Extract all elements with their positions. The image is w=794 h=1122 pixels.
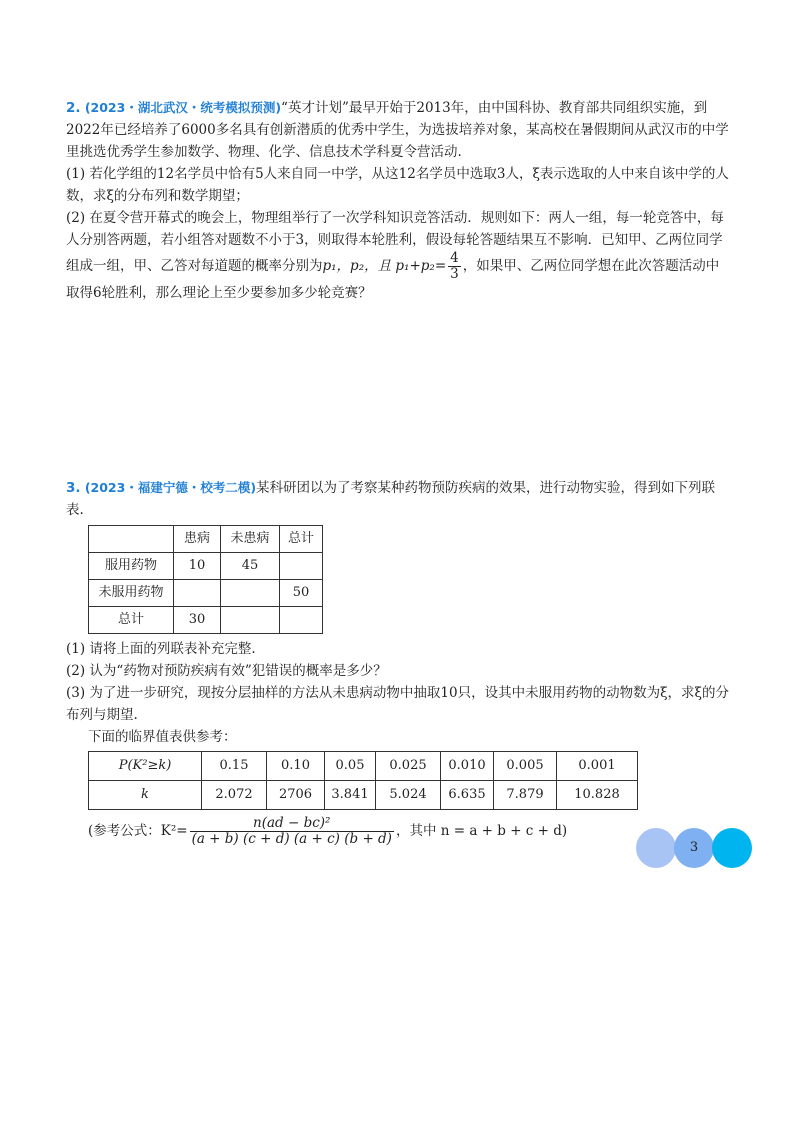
formula-numerator: n(ad − bc)² bbox=[190, 816, 394, 832]
problem-number: 3. bbox=[66, 480, 81, 496]
table-header-row bbox=[89, 526, 323, 553]
table-row-label: k bbox=[89, 781, 202, 810]
problem-2 bbox=[66, 97, 730, 304]
fraction bbox=[448, 251, 461, 282]
question-1: (1) 若化学组的12名学员中恰有5人来自同一中学，从这12名学员中选取3人，ξ表示选取的人中来自该中学的人数，求ξ的分布列和数学期望； bbox=[66, 166, 729, 204]
table-cell: 0.025 bbox=[376, 752, 441, 781]
table-row-label: 未服用药物 bbox=[89, 580, 174, 607]
problem-2-intro bbox=[66, 97, 730, 163]
table-row bbox=[89, 781, 638, 810]
table-cell: 0.001 bbox=[557, 752, 638, 781]
table-row-label: 总计 bbox=[89, 607, 174, 634]
table-cell: 5.024 bbox=[376, 781, 441, 810]
table-cell: 10.828 bbox=[557, 781, 638, 810]
table-row bbox=[89, 607, 323, 634]
problem-3-intro bbox=[66, 477, 730, 521]
contingency-table bbox=[88, 525, 323, 634]
table-cell bbox=[174, 580, 221, 607]
table-cell: 50 bbox=[280, 580, 323, 607]
table-header-cell: 未患病 bbox=[221, 526, 280, 553]
table-row-label: 服用药物 bbox=[89, 553, 174, 580]
decor-circle bbox=[712, 828, 752, 868]
reference-formula bbox=[66, 816, 730, 847]
page-number-badge bbox=[636, 828, 752, 868]
table-cell: 0.005 bbox=[494, 752, 557, 781]
probability-vars: p₁，p₂，且 p₁+p₂= bbox=[322, 258, 447, 274]
question-2 bbox=[66, 207, 730, 304]
decor-circle bbox=[636, 828, 676, 868]
table-cell: 6.635 bbox=[441, 781, 494, 810]
question-1: (1) 请将上面的列联表补充完整. bbox=[66, 641, 256, 657]
table-cell: 0.05 bbox=[325, 752, 376, 781]
table-header-cell: 患病 bbox=[174, 526, 221, 553]
problem-text: 某科研团以为了考察某种药物预防疾病的效果，进行动物实验，得到如下列联表. bbox=[66, 480, 716, 518]
page-number: 3 bbox=[689, 840, 699, 855]
table-cell: 45 bbox=[221, 553, 280, 580]
table-cell: 3.841 bbox=[325, 781, 376, 810]
table-cell: 0.010 bbox=[441, 752, 494, 781]
fraction-numerator: 4 bbox=[450, 250, 459, 266]
problem-3 bbox=[66, 477, 730, 847]
table-cell: 10 bbox=[174, 553, 221, 580]
table-row bbox=[89, 752, 638, 781]
table-cell: 7.879 bbox=[494, 781, 557, 810]
table-cell: 30 bbox=[174, 607, 221, 634]
fraction-denominator: 3 bbox=[450, 266, 459, 282]
question-2: (2) 认为“药物对预防疾病有效”犯错误的概率是多少？ bbox=[66, 663, 387, 679]
table-row-label: P(K²≥k) bbox=[89, 752, 202, 781]
table-header-cell: 总计 bbox=[280, 526, 323, 553]
critical-value-table bbox=[88, 751, 638, 810]
question-2-text-end: ，如果甲、乙两位同学想在此次答题活动中取得6轮胜利，那么理论上至少要参加多少轮竞赛？ bbox=[66, 258, 720, 301]
formula-fraction bbox=[190, 816, 394, 847]
problem-number: 2. bbox=[66, 100, 81, 116]
table-cell: 0.10 bbox=[267, 752, 325, 781]
table-cell: 2706 bbox=[267, 781, 325, 810]
problem-text: “英才计划”最早开始于2013年，由中国科协、教育部共同组织实施，到2022年已经培养了6000多名具有创新潜质的优秀中学生，为选拔培养对象，某高校在暑假期间从武汉市的中学里挑选优秀学生参加数学、物理、化学、信息技术学科夏令营活动. bbox=[66, 100, 729, 160]
table-row bbox=[89, 553, 323, 580]
table-cell: 0.15 bbox=[202, 752, 267, 781]
table-cell bbox=[221, 607, 280, 634]
formula-prefix: (参考公式：K²= bbox=[88, 823, 188, 839]
table-cell bbox=[221, 580, 280, 607]
table-cell bbox=[89, 526, 174, 553]
question-3: (3) 为了进一步研究，现按分层抽样的方法从未患病动物中抽取10只，设其中未服用药物的动物数为ξ，求ξ的分布列与期望. bbox=[66, 685, 729, 723]
question-2-text: (2) 在夏令营开幕式的晚会上，物理组举行了一次学科知识竞答活动．规则如下：两人一组，每一轮竞答中，每人分别答两题，若小组答对题数不小于3，则取得本轮胜利，假设每轮答题结果互不影响．已知甲、乙两位同学组成一组，甲、乙答对每道题的概率分别为 bbox=[66, 210, 724, 274]
table-cell bbox=[280, 553, 323, 580]
table-row bbox=[89, 580, 323, 607]
formula-suffix: ，其中 n = a + b + c + d) bbox=[395, 823, 568, 839]
table-cell: 2.072 bbox=[202, 781, 267, 810]
formula-denominator: (a + b) (c + d) (a + c) (b + d) bbox=[191, 831, 392, 847]
table-cell bbox=[280, 607, 323, 634]
problem-source: (2023・福建宁德・校考二模) bbox=[84, 480, 257, 495]
problem-source: (2023・湖北武汉・统考模拟预测) bbox=[84, 100, 282, 115]
critical-table-caption: 下面的临界值表供参考： bbox=[88, 729, 237, 745]
